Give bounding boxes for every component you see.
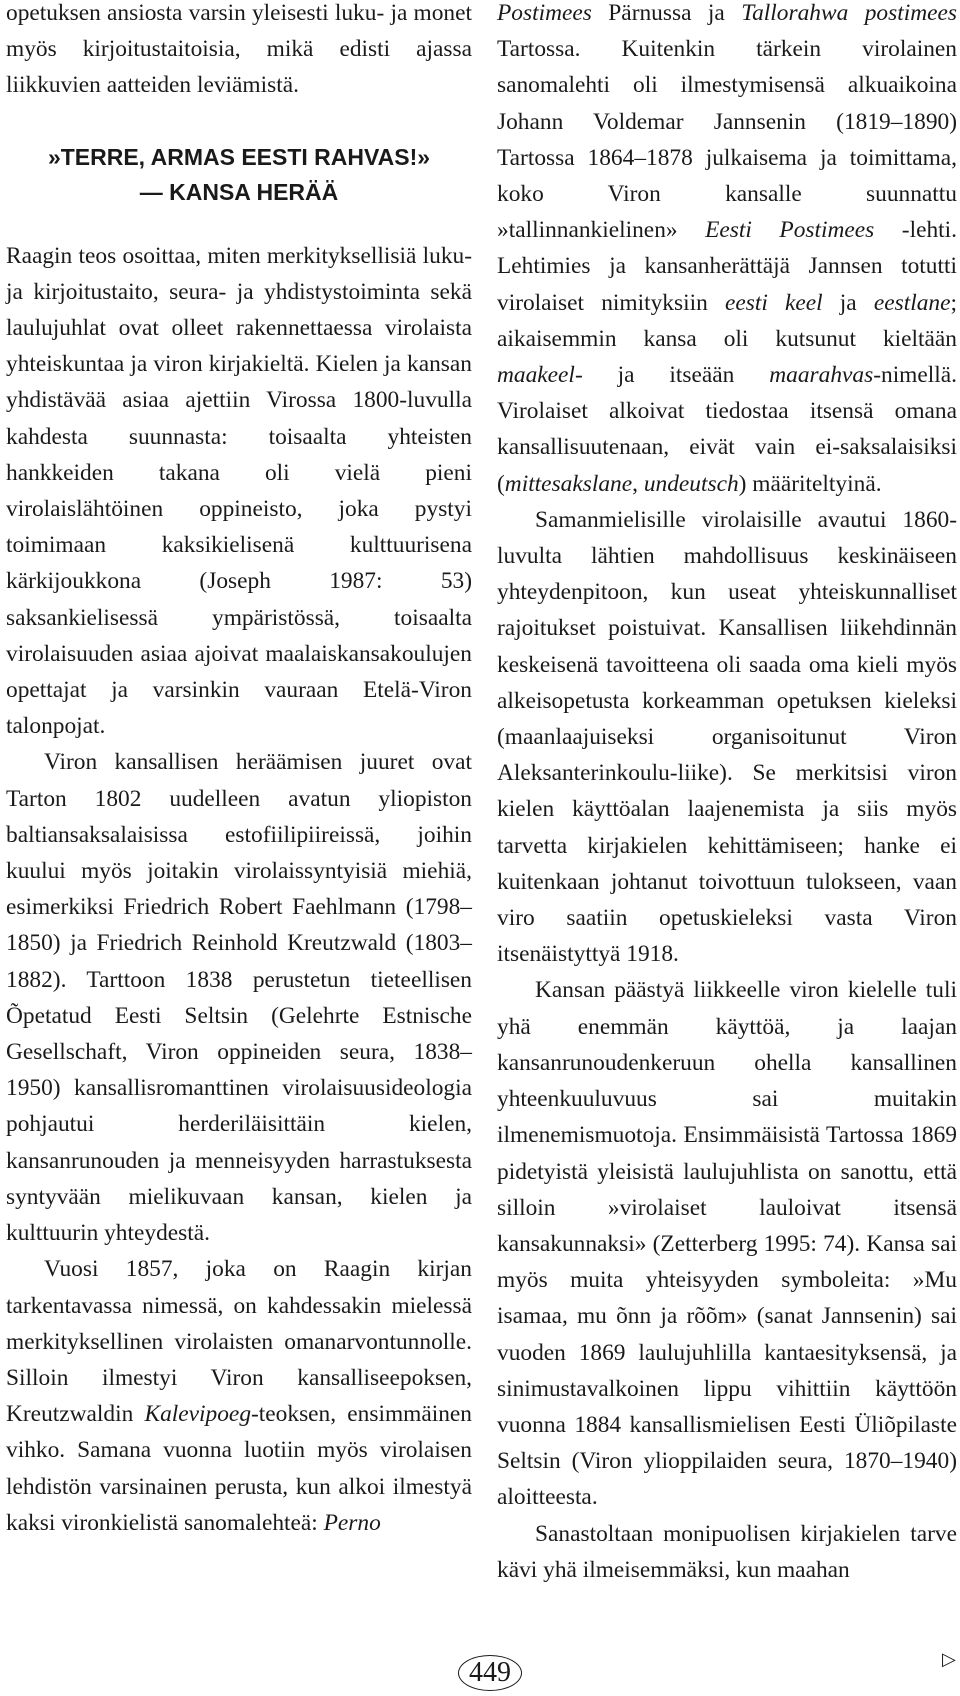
right-column [497,0,957,1588]
text-run: - ja itseään [574,362,770,389]
text-run: -lehti. Lehtimies ja kansanherättäjä Jannsen totutti virolaiset nimityksiin [497,217,957,316]
body-paragraph-2: Viron kansallisen heräämisen juuret ovat Tarton 1802 uudelleen avatun yliopiston baltiansaksalaisissa estofiilipiireissä, joihin kuului myös joitakin virolaissyntyisiä miehiä, esimerkiksi Friedrich Robert Faehlmann (1798–1850) ja Friedrich Reinhold Kreutzwald (1803–1882). Tarttoon 1838 perustetun tieteellisen Õpetatud Eesti Seltsin (Gelehrte Estnische Gesellschaft, Viron oppineiden seura, 1838–1950) kansallisromanttinen virolaisuusideologia pohjautui herderiläisittäin kielen, kansanrunouden ja menneisyyden harrastuksesta syntyvään mielikuvaan kansan, kielen ja kulttuurin yhteydestä. [6,749,472,1247]
italic-term: maarahvas [769,362,874,389]
italic-title: Postimees [497,0,592,26]
section-heading-line-2: — KANSA HERÄÄ [139,178,339,205]
body-paragraph-6: Sanastoltaan monipuolisen kirjakielen tarve kävi yhä ilmeisemmäksi, kun maahan [497,1520,957,1583]
text-run: -teoksen, ensimmäinen vihko. Samana vuonna luotiin myös virolaisen lehdistön varsinainen perusta, kun alkoi ilmestyä kaksi vironkielistä sanomalehteä: [6,1401,472,1536]
italic-term: eesti keel [724,289,823,316]
text-run: ) määriteltyinä. [738,470,882,497]
page-number: 449 [458,1655,522,1691]
body-paragraph-1: Raagin teos osoittaa, miten merkityksellisiä luku- ja kirjoitustaito, seura- ja yhdistystoiminta sekä laulujuhlat ovat olleet rakennettaessa virolaista yhteiskuntaa ja viron kirjakieltä. Kielen ja kansan yhdistävää asiaa ajettiin Virossa 1800-luvulla kahdesta suunnasta: toisaalta yhteisten hankkeiden takana oli vielä pieni virolaislähtöinen oppineisto, joka pystyi toimimaan kaksikielisenä kulttuurisena kärkijoukkona (Joseph 1987: 53) saksankielisessä ympäristössä, toisaalta virolaisuuden asiaa ajoivat maalaiskansakoulujen opettajat ja varsinkin vauraan Etelä-Viron talonpojat. [6,242,472,740]
text-run: Tartossa. Kuitenkin tärkein virolainen sanomalehti oli ilmestymisensä alkuaikoina Johann Voldemar Jannsenin (1819–1890) Tartossa 1864–1878 julkaisema ja toimittama, koko Viron kansalle suunnattu »tallinnankielinen» [497,36,957,244]
body-paragraph-3 [6,1251,472,1541]
italic-title: Kalevipoeg [144,1401,252,1428]
left-column [6,0,472,1541]
text-run: ja [822,289,874,316]
text-run: Pärnussa ja [591,0,742,26]
continue-arrow-icon: ▷ [942,1649,956,1670]
text-run: ; aikaisemmin kansa oli kutsunut kieltään [497,289,958,352]
body-paragraph-5: Kansan päästyä liikkeelle viron kielelle tuli yhä enemmän käyttöä, ja laajan kansanrunoudenkeruun ohella kansallinen yhteenkuuluvuus sai muitakin ilmenemismuotoja. Ensimmäisistä Tartossa 1869 pidetyistä yleisistä laulujuhlista on sanottu, että silloin »virolaiset lauloivat itsensä kansakunnaksi» (Zetterberg 1995: 74). Kansa sai myös muita yhteisyyden symboleita: »Mu isamaa, mu õnn ja rõõm» (sanat Jannsenin) sai vuoden 1869 laulujuhlilla kantaesityksensä, ja sinimustavalkoinen lippu vihittiin käyttöön vuonna 1884 kansallismielisen Eesti Üliõpilaste Seltsin (Viron ylioppilaiden seura, 1870–1940) aloitteesta. [497,977,957,1511]
section-heading-line-1: »TERRE, ARMAS EESTI RAHVAS!» [47,143,431,170]
italic-title: Perno [323,1509,381,1536]
text-run: , [632,470,644,497]
text-run: -nimellä. Virolaiset alkoivat tiedostaa itsensä omana kansallisuutenaan, eivät vain ei-saksalaisiksi ( [497,362,957,497]
italic-term: maakeel [497,362,575,389]
italic-term: mittesakslane [504,470,633,497]
text-run: Vuosi 1857, joka on Raagin kirjan tarkentavassa nimessä, on kahdessakin mielessä merkityksellinen virolaisten omanarvontunnolle. Silloin ilmestyi Viron kansalliseepoksen, Kreutzwaldin [6,1256,472,1428]
italic-term: undeutsch [643,470,739,497]
intro-paragraph: opetuksen ansiosta varsin yleisesti luku- ja monet myös kirjoitustaitoisia, mikä edisti ajassa liikkuvien aatteiden leviämistä. [6,0,472,99]
italic-title: Tallorahwa postimees [741,0,957,26]
italic-term: eestlane [873,289,951,316]
italic-title: Eesti Postimees [705,217,875,244]
section-heading [6,140,472,210]
body-paragraph-4: Samanmielisille virolaisille avautui 1860-luvulta lähtien mahdollisuus keskinäiseen yhteydenpitoon, kun useat yhteiskunnalliset rajoitukset poistuivat. Kansallisen liikehdinnän keskeisenä tavoitteena oli saada oma kieli myös alkeisopetusta korkeamman opetuksen kieleksi (maanlaajuiseksi organisoitunut Viron Aleksanterinkoulu-liike). Se merkitsisi viron kielen käyttöalan laajenemista ja siis myös tarvetta kirjakielen kehittämiseen; hanke ei kuitenkaan johtanut toivottuun tulokseen, vaan viro saatiin opetuskieleksi vasta Viron itsenäistyttyä 1918. [497,506,957,968]
body-paragraph-3-continued [497,0,957,502]
